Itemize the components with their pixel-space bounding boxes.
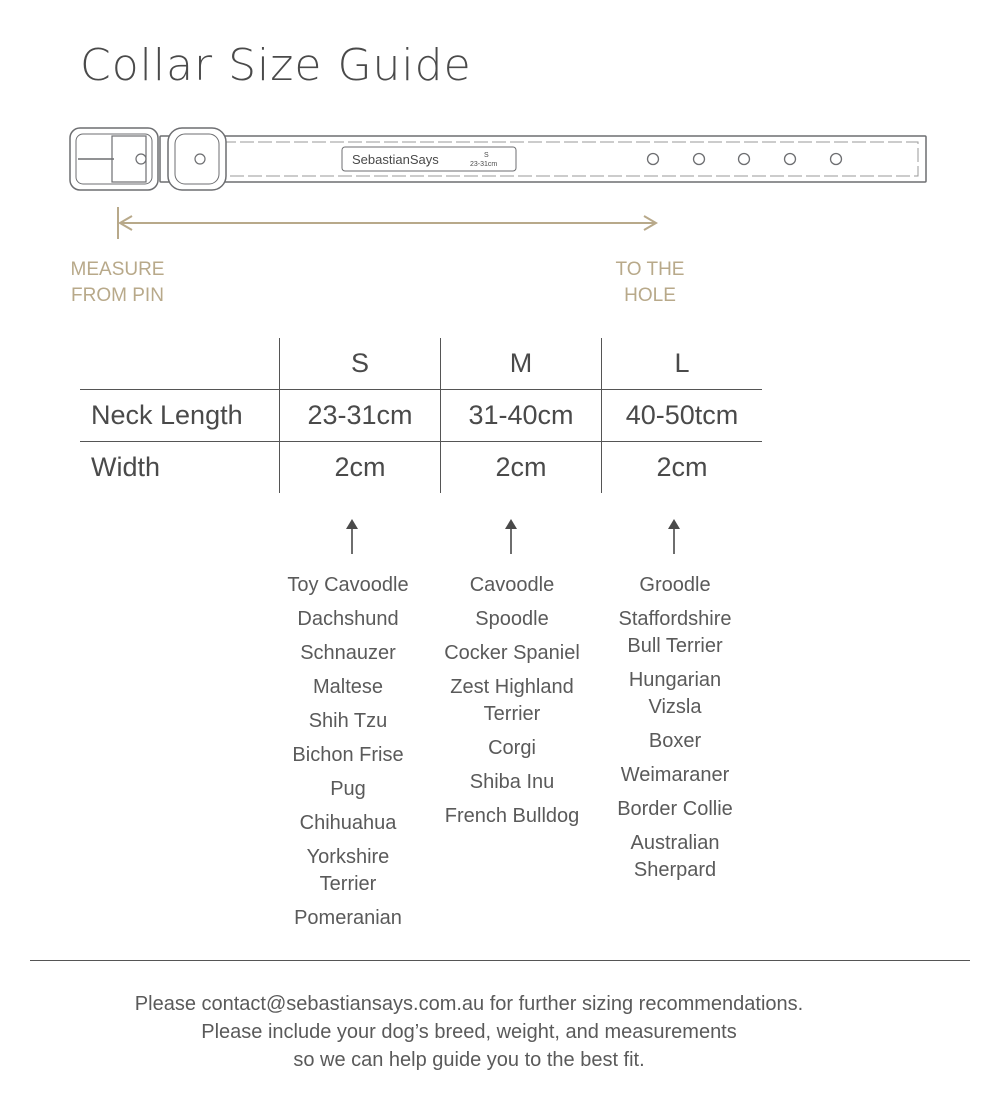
list-item: Chihuahua xyxy=(299,812,397,834)
list-item: Shiba Inu xyxy=(469,771,555,793)
list-item: Border Collie xyxy=(617,798,733,820)
list-item: Cocker Spaniel xyxy=(444,642,580,664)
collar-brand: SebastianSays xyxy=(352,152,439,167)
list-item: Zest Highland Terrier xyxy=(450,676,574,725)
list-item: Weimaraner xyxy=(620,764,730,786)
breeds-medium xyxy=(427,572,597,837)
footer-line-1: Please contact@sebastiansays.com.au for further sizing recommendations. xyxy=(134,993,804,1015)
collar-tag-range: 23-31cm xyxy=(470,161,498,168)
arrow-up-icon xyxy=(342,518,362,556)
page-title: Collar Size Guide xyxy=(80,40,472,91)
arrow-up-icon xyxy=(501,518,521,556)
width-s: 2cm xyxy=(280,442,441,494)
table-row xyxy=(80,390,762,442)
row-label-neck-length: Neck Length xyxy=(80,390,280,442)
list-item: Staffordshire Bull Terrier xyxy=(618,608,732,657)
table-row xyxy=(80,442,762,494)
row-label-width: Width xyxy=(80,442,280,494)
table-corner xyxy=(80,338,280,390)
measure-from-line2: FROM PIN xyxy=(71,285,164,306)
measure-to-label xyxy=(600,257,700,309)
breeds-large xyxy=(590,572,760,891)
list-item: Pug xyxy=(330,778,366,800)
table-header-row xyxy=(80,338,762,390)
list-item: Maltese xyxy=(312,676,384,698)
width-m: 2cm xyxy=(441,442,602,494)
collar-illustration xyxy=(60,120,940,200)
measure-arrow xyxy=(100,205,670,241)
measure-to-line1: TO THE xyxy=(615,259,685,280)
measure-from-label xyxy=(60,257,175,309)
neck-length-m: 31-40cm xyxy=(441,390,602,442)
list-item: Schnauzer xyxy=(300,642,396,664)
list-item: Yorkshire Terrier xyxy=(306,846,390,895)
list-item: Shih Tzu xyxy=(308,710,388,732)
footer-line-2: Please include your dog’s breed, weight, and measurements xyxy=(201,1021,737,1043)
list-item: Corgi xyxy=(488,737,536,759)
size-header-m: M xyxy=(441,338,602,390)
neck-length-s: 23-31cm xyxy=(280,390,441,442)
list-item: Dachshund xyxy=(297,608,399,630)
list-item: Cavoodle xyxy=(469,574,555,596)
neck-length-l: 40-50tcm xyxy=(602,390,763,442)
breeds-small xyxy=(263,572,433,939)
list-item: Bichon Frise xyxy=(292,744,404,766)
width-l: 2cm xyxy=(602,442,763,494)
measure-from-line1: MEASURE xyxy=(70,259,165,280)
list-item: French Bulldog xyxy=(444,805,580,827)
footer-note xyxy=(0,990,938,1074)
list-item: Spoodle xyxy=(475,608,549,630)
size-table xyxy=(80,338,762,493)
size-header-l: L xyxy=(602,338,763,390)
list-item: Hungarian Vizsla xyxy=(628,669,722,718)
arrow-up-icon xyxy=(664,518,684,556)
list-item: Groodle xyxy=(639,574,711,596)
list-item: Australian Sherpard xyxy=(630,832,720,881)
size-header-s: S xyxy=(280,338,441,390)
list-item: Boxer xyxy=(648,730,702,752)
footer-line-3: so we can help guide you to the best fit. xyxy=(293,1049,645,1071)
measure-to-line2: HOLE xyxy=(624,285,676,306)
list-item: Toy Cavoodle xyxy=(287,574,409,596)
list-item: Pomeranian xyxy=(294,907,402,929)
divider xyxy=(30,960,970,961)
collar-tag-size: S xyxy=(484,152,489,159)
